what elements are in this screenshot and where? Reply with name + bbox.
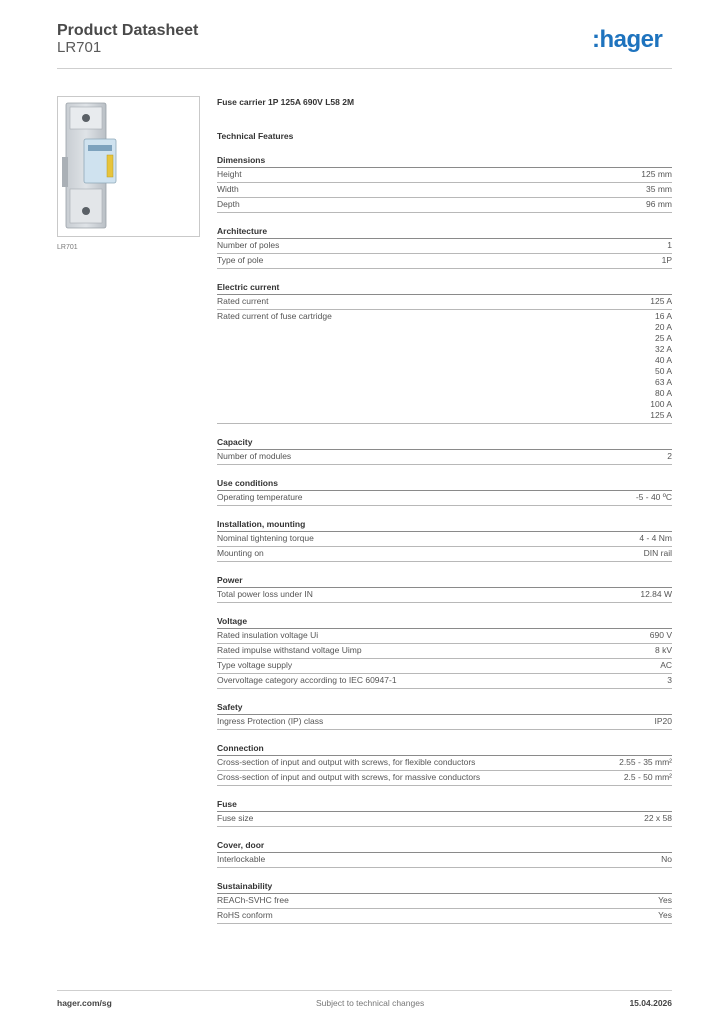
section-title: Architecture (217, 225, 672, 239)
spec-label: Rated impulse withstand voltage Uimp (217, 645, 362, 655)
section (217, 742, 672, 786)
section (217, 154, 672, 213)
spec-label: Number of modules (217, 451, 292, 461)
spec-value: 22 x 58 (644, 813, 672, 823)
technical-content (217, 96, 672, 924)
sections-list (217, 154, 672, 924)
section-title: Fuse (217, 798, 672, 812)
spec-value: 80 A (654, 388, 672, 398)
section (217, 839, 672, 868)
spec-value: 25 A (654, 333, 672, 343)
spec-row (217, 715, 672, 730)
spec-value: 96 mm (646, 199, 672, 209)
spec-row (217, 532, 672, 547)
spec-value: 8 kV (654, 645, 672, 655)
spec-value: 32 A (654, 344, 672, 354)
section-title: Use conditions (217, 477, 672, 491)
spec-value: IP20 (654, 716, 672, 726)
spec-value: No (661, 854, 672, 864)
section (217, 281, 672, 424)
spec-value: 16 A (654, 311, 672, 321)
spec-label: Height (217, 169, 242, 179)
spec-label: Nominal tightening torque (217, 533, 314, 543)
spec-label: Rated current of fuse cartridge (217, 311, 332, 321)
spec-value: 4 - 4 Nm (639, 533, 672, 543)
section (217, 574, 672, 603)
spec-row (217, 644, 672, 659)
section-title: Electric current (217, 281, 672, 295)
spec-value: 690 V (649, 630, 672, 640)
section (217, 798, 672, 827)
spec-row (217, 491, 672, 506)
spec-row (217, 771, 672, 786)
spec-label: RoHS conform (217, 910, 273, 920)
spec-label: Fuse size (217, 813, 254, 823)
header-divider (57, 68, 672, 69)
spec-label: Ingress Protection (IP) class (217, 716, 324, 726)
spec-value: 2.55 - 35 mm² (619, 757, 672, 767)
spec-row (217, 183, 672, 198)
page-title: Product Datasheet (57, 22, 199, 39)
spec-label: Type voltage supply (217, 660, 293, 670)
spec-row (217, 588, 672, 603)
spec-value: Yes (658, 895, 672, 905)
spec-value: DIN rail (643, 548, 672, 558)
section (217, 880, 672, 924)
product-photo (57, 96, 200, 237)
section (217, 436, 672, 465)
spec-row (217, 254, 672, 269)
spec-label: Cross-section of input and output with screws, for massive conductors (217, 772, 481, 782)
section-title: Cover, door (217, 839, 672, 853)
spec-label: Cross-section of input and output with screws, for flexible conductors (217, 757, 476, 767)
features-title: Technical Features (217, 131, 294, 141)
spec-value: 63 A (654, 377, 672, 387)
spec-value: 100 A (650, 399, 672, 409)
section-title: Sustainability (217, 880, 672, 894)
spec-row (217, 295, 672, 310)
spec-label: Type of pole (217, 255, 264, 265)
spec-value: 35 mm (646, 184, 672, 194)
fuse-carrier-image (58, 97, 199, 236)
spec-row (217, 450, 672, 465)
spec-row (217, 659, 672, 674)
spec-value: 1 (667, 240, 672, 250)
section-title: Connection (217, 742, 672, 756)
spec-row (217, 310, 672, 424)
spec-value: 40 A (654, 355, 672, 365)
spec-value: 12.84 W (640, 589, 672, 599)
spec-label: Operating temperature (217, 492, 303, 502)
section (217, 477, 672, 506)
section (217, 615, 672, 689)
spec-row (217, 198, 672, 213)
spec-row (217, 756, 672, 771)
footer-date: 15.04.2026 (629, 998, 672, 1008)
spec-label: Rated current (217, 296, 269, 306)
product-code: LR701 (57, 39, 102, 56)
spec-label: Mounting on (217, 548, 264, 558)
hager-logo: :hager (592, 26, 663, 53)
spec-row (217, 168, 672, 183)
spec-value: 125 A (650, 410, 672, 420)
spec-value: 125 mm (641, 169, 672, 179)
footer-divider (57, 990, 672, 991)
spec-value: Yes (658, 910, 672, 920)
section-title: Dimensions (217, 154, 672, 168)
spec-row (217, 909, 672, 924)
spec-value: 2 (667, 451, 672, 461)
spec-value: 2.5 - 50 mm² (623, 772, 672, 782)
spec-label: REACh-SVHC free (217, 895, 289, 905)
spec-row (217, 239, 672, 254)
spec-label: Width (217, 184, 239, 194)
spec-value-list (650, 311, 672, 421)
spec-value: 50 A (654, 366, 672, 376)
section-title: Installation, mounting (217, 518, 672, 532)
product-name: Fuse carrier 1P 125A 690V L58 2M (217, 97, 355, 107)
section-title: Voltage (217, 615, 672, 629)
spec-row (217, 674, 672, 689)
spec-label: Number of poles (217, 240, 280, 250)
spec-value: AC (660, 660, 672, 670)
spec-value: 125 A (650, 296, 672, 306)
spec-value: 1P (661, 255, 672, 265)
section (217, 225, 672, 269)
spec-value: 3 (667, 675, 672, 685)
spec-row (217, 547, 672, 562)
section-title: Capacity (217, 436, 672, 450)
spec-row (217, 812, 672, 827)
footer-notice: Subject to technical changes (316, 998, 425, 1008)
spec-label: Overvoltage category according to IEC 60947-1 (217, 675, 397, 685)
footer-website[interactable]: hager.com/sg (57, 998, 112, 1008)
spec-value: -5 - 40 ºC (635, 492, 672, 502)
section-title: Safety (217, 701, 672, 715)
spec-row (217, 629, 672, 644)
spec-row (217, 853, 672, 868)
spec-label: Rated insulation voltage Ui (217, 630, 319, 640)
spec-label: Depth (217, 199, 240, 209)
photo-caption: LR701 (57, 244, 78, 251)
spec-value: 20 A (654, 322, 672, 332)
spec-label: Interlockable (217, 854, 266, 864)
spec-row (217, 894, 672, 909)
section (217, 701, 672, 730)
spec-label: Total power loss under IN (217, 589, 313, 599)
section (217, 518, 672, 562)
section-title: Power (217, 574, 672, 588)
